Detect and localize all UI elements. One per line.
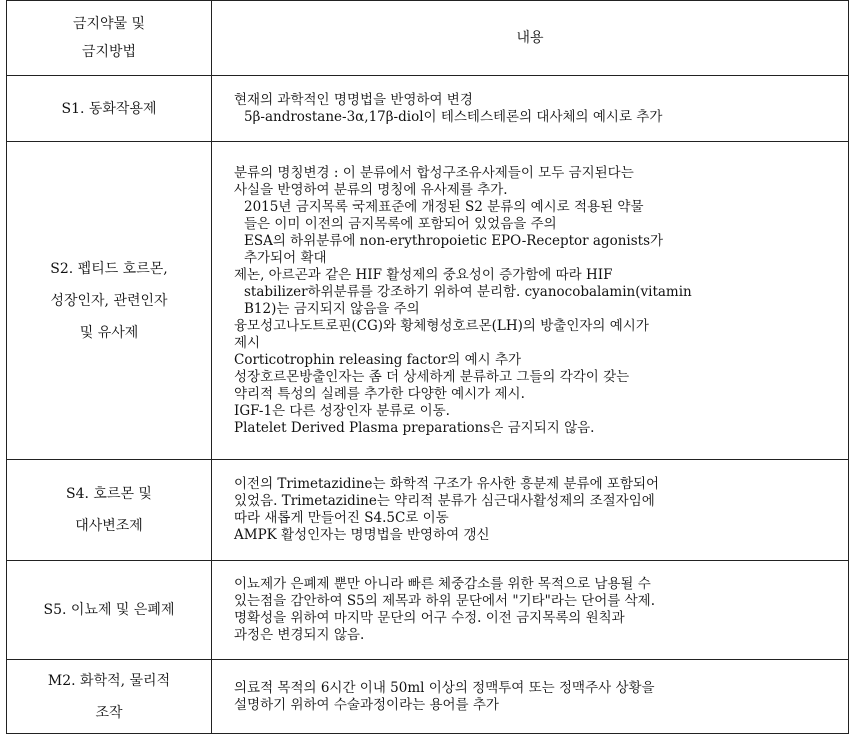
category-s2 <box>7 142 212 460</box>
content-line: B12)는 금지되지 않음을 주의 <box>244 300 420 317</box>
content-m2 <box>212 660 849 734</box>
category-m2 <box>7 660 212 734</box>
category-line: 및 유사제 <box>79 324 139 341</box>
content-line: 있었음. Trimetazidine는 약리적 분류가 심근대사활성제의 조절자임에 <box>234 493 655 509</box>
content-line: 들은 이미 이전의 금지목록에 포함되어 있었음을 주의 <box>244 215 557 232</box>
table-row-m2 <box>7 660 849 734</box>
content-line: 따라 새롭게 만들어진 S4.5C로 이동 <box>234 510 449 526</box>
content-line: 성장호르몬방출인자는 좀 더 상세하게 분류하고 그들의 각각이 갖는 <box>234 368 630 385</box>
content-line: 이전의 Trimetazidine는 화학적 구조가 유사한 흥분제 분류에 포함되어 <box>234 476 660 492</box>
table-row-s1 <box>7 76 849 142</box>
header-content: 내용 <box>212 1 849 76</box>
table-row-s5 <box>7 561 849 660</box>
content-line: 제논, 아르곤과 같은 HIF 활성제의 중요성이 증가함에 따라 HIF <box>234 266 613 283</box>
content-s5 <box>212 561 849 660</box>
content-line: 있는점을 감안하여 S5의 제목과 하위 문단에서 "기타"라는 단어를 삭제. <box>234 593 655 609</box>
content-line: 설명하기 위하여 수술과정이라는 용어를 추가 <box>234 696 499 713</box>
content-s1 <box>212 76 849 142</box>
category-line: S4. 호르몬 및 <box>66 486 152 502</box>
category-s1 <box>7 76 212 142</box>
header-row <box>7 1 849 76</box>
category-line: 조작 <box>95 704 123 721</box>
content-line: 분류의 명칭변경 : 이 분류에서 합성구조유사제들이 모두 금지된다는 <box>234 164 634 181</box>
category-s4 <box>7 460 212 561</box>
category-line: M2. 화학적, 물리적 <box>47 672 171 689</box>
category-line: S5. 이뇨제 및 은폐제 <box>43 602 175 618</box>
content-line: 의료적 목적의 6시간 이내 50ml 이상의 정맥투여 또는 정맥주사 상황을 <box>234 679 655 696</box>
header-category-line: 금지방법 <box>81 44 137 60</box>
content-line: 명확성을 위하여 마지막 문단의 어구 수정. 이전 금지목록의 원칙과 <box>234 610 625 626</box>
content-line: 사실을 반영하여 분류의 명칭에 유사제를 추가. <box>234 181 508 198</box>
content-s2 <box>212 142 849 460</box>
content-line: 현재의 과학적인 명명법을 반영하여 변경 <box>234 91 473 108</box>
prohibited-list-table <box>6 0 849 734</box>
content-line: 이뇨제가 은폐제 뿐만 아니라 빠른 체중감소를 위한 목적으로 남용될 수 <box>234 576 651 592</box>
category-line: S2. 펩티드 호르몬, <box>50 260 168 277</box>
table-row-s2 <box>7 142 849 460</box>
content-line: 융모성고나도트로핀(CG)와 황체형성호르몬(LH)의 방출인자의 예시가 <box>234 317 649 334</box>
category-line: 대사변조제 <box>75 518 143 534</box>
content-line: 2015년 금지목록 국제표준에 개정된 S2 분류의 예시로 적용된 약물 <box>244 198 644 215</box>
content-line: IGF-1은 다른 성장인자 분류로 이동. <box>234 402 450 419</box>
content-line: Corticotrophin releasing factor의 예시 추가 <box>234 351 522 368</box>
category-line: 성장인자, 관련인자 <box>50 292 168 309</box>
header-category-line: 금지약물 및 <box>72 16 146 32</box>
content-line: stabilizer하위분류를 강조하기 위하여 분리함. cyanocobalamin(vitamin <box>244 283 692 300</box>
content-line: AMPK 활성인자는 명명법을 반영하여 갱신 <box>234 527 490 543</box>
content-s4 <box>212 460 849 561</box>
content-line: 제시 <box>234 334 261 351</box>
table-row-s4 <box>7 460 849 561</box>
content-line: 5β-androstane-3α,17β-diol이 테스테스테론의 대사체의 예시로 추가 <box>244 108 663 125</box>
content-line: ESA의 하위분류에 non-erythropoietic EPO-Receptor agonists가 <box>244 232 664 249</box>
header-category <box>7 1 212 76</box>
category-s5 <box>7 561 212 660</box>
content-line: 추가되어 확대 <box>244 249 327 266</box>
content-line: 과정은 변경되지 않음. <box>234 627 365 643</box>
content-line: Platelet Derived Plasma preparations은 금지되지 않음. <box>234 419 595 436</box>
category-line: S1. 동화작용제 <box>61 100 157 117</box>
content-line: 약리적 특성의 실례를 추가한 다양한 예시가 제시. <box>234 385 525 402</box>
